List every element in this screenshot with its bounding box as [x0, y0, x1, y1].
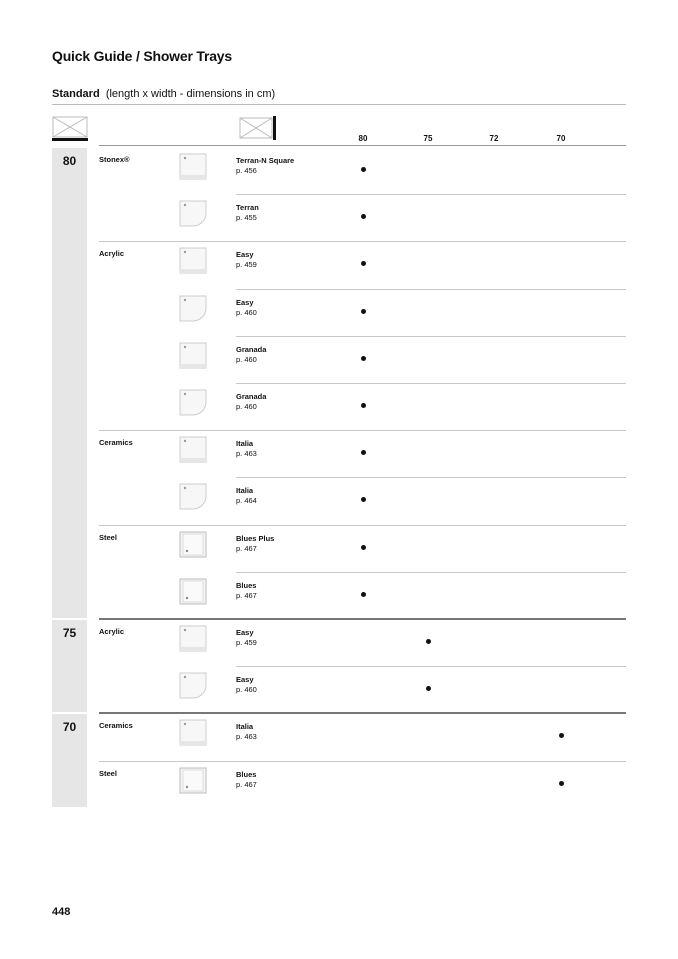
row-separator — [236, 336, 626, 337]
row-separator — [99, 761, 626, 762]
row-separator — [99, 241, 626, 242]
product-name: Easy — [236, 250, 254, 260]
column-header: 72 — [489, 134, 499, 143]
availability-dot — [361, 545, 366, 550]
row-separator — [236, 383, 626, 384]
column-header: 80 — [358, 134, 368, 143]
product-name: Blues — [236, 580, 257, 590]
product-name: Easy — [236, 628, 254, 637]
product-entry — [236, 250, 257, 270]
material-label: Ceramics — [99, 721, 133, 731]
availability-dot — [559, 781, 564, 786]
product-page-ref: p. 467 — [236, 590, 257, 600]
product-page-ref: p. 464 — [236, 496, 257, 506]
material-label: Stonex® — [99, 155, 130, 164]
product-name: Terran — [236, 203, 259, 213]
product-entry — [236, 392, 266, 412]
tray-thumbnail — [179, 247, 207, 274]
product-entry — [236, 581, 257, 601]
product-page-ref: p. 463 — [236, 449, 257, 459]
tray-length-icon — [52, 116, 88, 142]
product-name: Italia — [236, 722, 254, 732]
header-rule — [52, 104, 626, 105]
product-entry — [236, 486, 257, 506]
length-group-label: 75 — [62, 626, 77, 640]
availability-dot — [426, 639, 431, 644]
product-name: Terran-N Square — [236, 156, 295, 165]
product-page-ref: p. 456 — [236, 166, 257, 175]
length-group-label: 80 — [62, 154, 77, 168]
material-label: Acrylic — [99, 249, 125, 259]
column-header-rule — [99, 145, 626, 146]
tray-thumbnail — [179, 483, 207, 510]
tray-thumbnail — [179, 389, 207, 416]
tray-thumbnail — [179, 295, 207, 322]
product-entry — [236, 439, 257, 459]
tray-thumbnail — [179, 342, 207, 369]
length-group-block — [52, 714, 87, 806]
page-title: Quick Guide / Shower Trays — [52, 48, 232, 64]
tray-thumbnail — [179, 578, 207, 605]
product-entry — [236, 534, 274, 554]
product-page-ref: p. 455 — [236, 213, 257, 223]
tray-width-icon — [239, 116, 277, 140]
product-entry — [236, 203, 259, 223]
availability-dot — [361, 592, 366, 597]
row-separator — [236, 194, 626, 195]
tray-thumbnail — [179, 719, 207, 746]
availability-dot — [426, 686, 431, 691]
product-page-ref: p. 460 — [236, 307, 257, 317]
tray-thumbnail — [179, 767, 207, 794]
group-separator — [99, 712, 626, 714]
product-name: Italia — [236, 486, 254, 496]
material-label: Acrylic — [99, 627, 125, 636]
product-page-ref: p. 459 — [236, 638, 257, 647]
page-number: 448 — [52, 906, 71, 918]
product-name: Granada — [236, 344, 267, 354]
availability-dot — [361, 403, 366, 408]
tray-thumbnail — [179, 625, 207, 652]
product-page-ref: p. 460 — [236, 685, 257, 695]
subtitle-rest: (length x width - dimensions in cm) — [105, 88, 276, 100]
availability-dot — [361, 309, 366, 314]
product-name: Blues — [236, 769, 257, 779]
row-separator — [236, 477, 626, 478]
tray-thumbnail — [179, 672, 207, 699]
row-separator — [236, 289, 626, 290]
tray-thumbnail — [179, 153, 207, 180]
row-separator — [99, 430, 626, 431]
availability-dot — [361, 450, 366, 455]
product-page-ref: p. 463 — [236, 732, 257, 742]
product-page-ref: p. 459 — [236, 260, 257, 270]
length-group-block — [52, 620, 87, 712]
availability-dot — [361, 261, 366, 266]
subtitle-strong: Standard — [52, 88, 100, 100]
product-entry — [236, 675, 257, 695]
product-name: Blues Plus — [236, 533, 275, 543]
product-entry — [236, 770, 257, 790]
group-separator — [99, 618, 626, 620]
row-separator — [236, 666, 626, 667]
tray-thumbnail — [179, 200, 207, 227]
length-group-label: 70 — [62, 720, 77, 735]
availability-dot — [361, 497, 366, 502]
tray-thumbnail — [179, 531, 207, 558]
product-page-ref: p. 467 — [236, 543, 257, 553]
availability-dot — [361, 167, 366, 172]
material-label: Steel — [99, 532, 117, 542]
product-name: Granada — [236, 392, 267, 401]
product-entry — [236, 345, 266, 365]
product-entry — [236, 156, 294, 176]
product-name: Easy — [236, 297, 254, 307]
product-entry — [236, 722, 257, 742]
product-page-ref: p. 460 — [236, 402, 257, 411]
product-page-ref: p. 460 — [236, 354, 257, 364]
availability-dot — [361, 356, 366, 361]
column-header: 70 — [556, 134, 566, 143]
product-name: Italia — [236, 439, 254, 449]
product-name: Easy — [236, 675, 254, 685]
availability-dot — [361, 214, 366, 219]
row-separator — [236, 572, 626, 573]
product-entry — [236, 628, 257, 648]
material-label: Steel — [99, 768, 117, 778]
product-page-ref: p. 467 — [236, 779, 257, 789]
table-subtitle — [52, 88, 275, 100]
length-group-block — [52, 148, 87, 618]
tray-thumbnail — [179, 436, 207, 463]
column-header: 75 — [423, 134, 433, 143]
availability-dot — [559, 733, 564, 738]
row-separator — [99, 525, 626, 526]
product-entry — [236, 298, 257, 318]
material-label: Ceramics — [99, 438, 133, 448]
